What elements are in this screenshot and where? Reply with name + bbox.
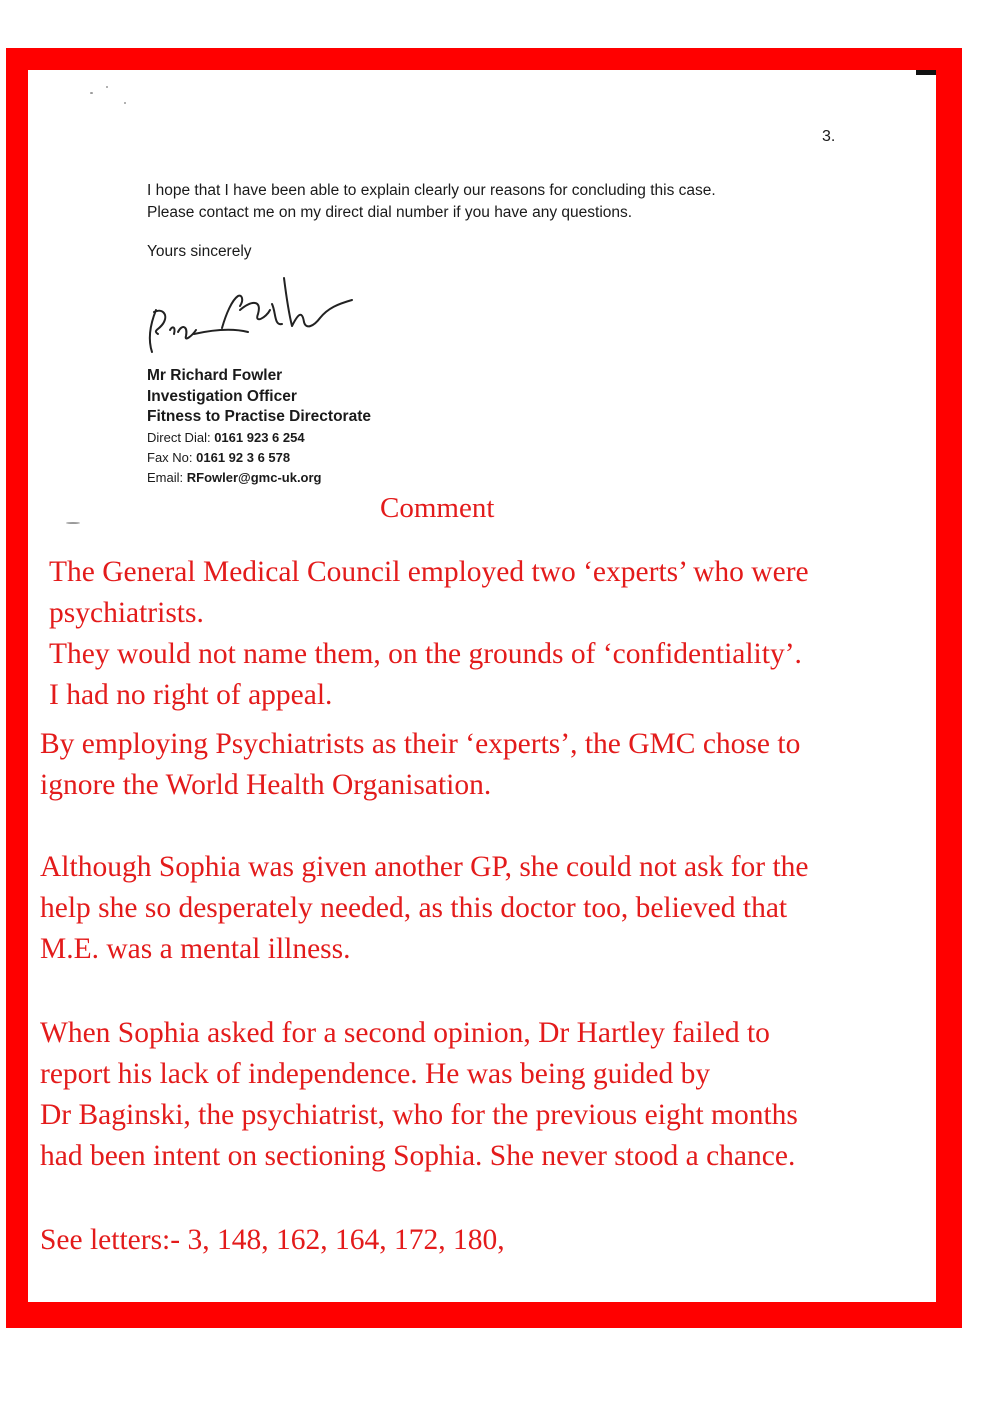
comment-line: They would not name them, on the grounds of ‘confidentiality’. (49, 638, 802, 670)
signatory-name: Mr Richard Fowler (147, 367, 283, 384)
comment-line: Although Sophia was given another GP, she could not ask for the (40, 851, 809, 883)
scan-speck (90, 92, 93, 94)
comment-paragraph (49, 552, 809, 716)
salutation: Yours sincerely (147, 243, 252, 260)
comment-line: See letters:- 3, 148, 162, 164, 172, 180, (40, 1224, 505, 1256)
fax-number (147, 448, 371, 468)
closing-text (147, 180, 716, 224)
comment-paragraph (40, 724, 800, 806)
comment-line: When Sophia asked for a second opinion, Dr Hartley failed to (40, 1017, 770, 1049)
comment-line: Dr Baginski, the psychiatrist, who for the previous eight months (40, 1099, 798, 1131)
direct-dial (147, 428, 371, 448)
comment-paragraph (40, 1013, 798, 1177)
email-value: RFowler@gmc-uk.org (186, 469, 322, 485)
scan-speck (106, 86, 108, 88)
comment-paragraph (40, 1220, 505, 1261)
page-number: 3. (822, 128, 836, 145)
email-label: Email: (147, 469, 184, 485)
comment-line: I had no right of appeal. (49, 679, 333, 711)
signatory-department: Fitness to Practise Directorate (147, 408, 371, 425)
fax-label: Fax No: (147, 449, 193, 465)
signature-block (147, 366, 371, 488)
comment-line: help she so desperately needed, as this doctor too, believed that (40, 892, 788, 924)
comment-paragraph (40, 847, 809, 970)
comment-line: psychiatrists. (49, 597, 204, 629)
comment-line: had been intent on sectioning Sophia. She never stood a chance. (40, 1140, 796, 1172)
comment-line: The General Medical Council employed two ‘experts’ who were (49, 556, 809, 588)
email-address (147, 468, 371, 488)
comment-line: M.E. was a mental illness. (40, 933, 351, 965)
handwritten-signature (142, 270, 362, 360)
direct-dial-label: Direct Dial: (147, 429, 211, 445)
scan-speck (66, 522, 80, 524)
fax-value: 0161 92 3 6 578 (196, 449, 291, 465)
comment-line: report his lack of independence. He was being guided by (40, 1058, 711, 1090)
closing-line: Please contact me on my direct dial number if you have any questions. (147, 204, 633, 221)
scan-edge-mark (916, 70, 936, 75)
direct-dial-number: 0161 923 6 254 (214, 429, 305, 445)
comment-line: By employing Psychiatrists as their ‘experts’, the GMC chose to (40, 728, 801, 760)
comment-heading: Comment (380, 492, 495, 524)
comment-line: ignore the World Health Organisation. (40, 769, 492, 801)
scan-speck (124, 102, 126, 104)
signatory-title: Investigation Officer (147, 387, 297, 405)
closing-line: I hope that I have been able to explain clearly our reasons for concluding this case. (147, 182, 716, 199)
